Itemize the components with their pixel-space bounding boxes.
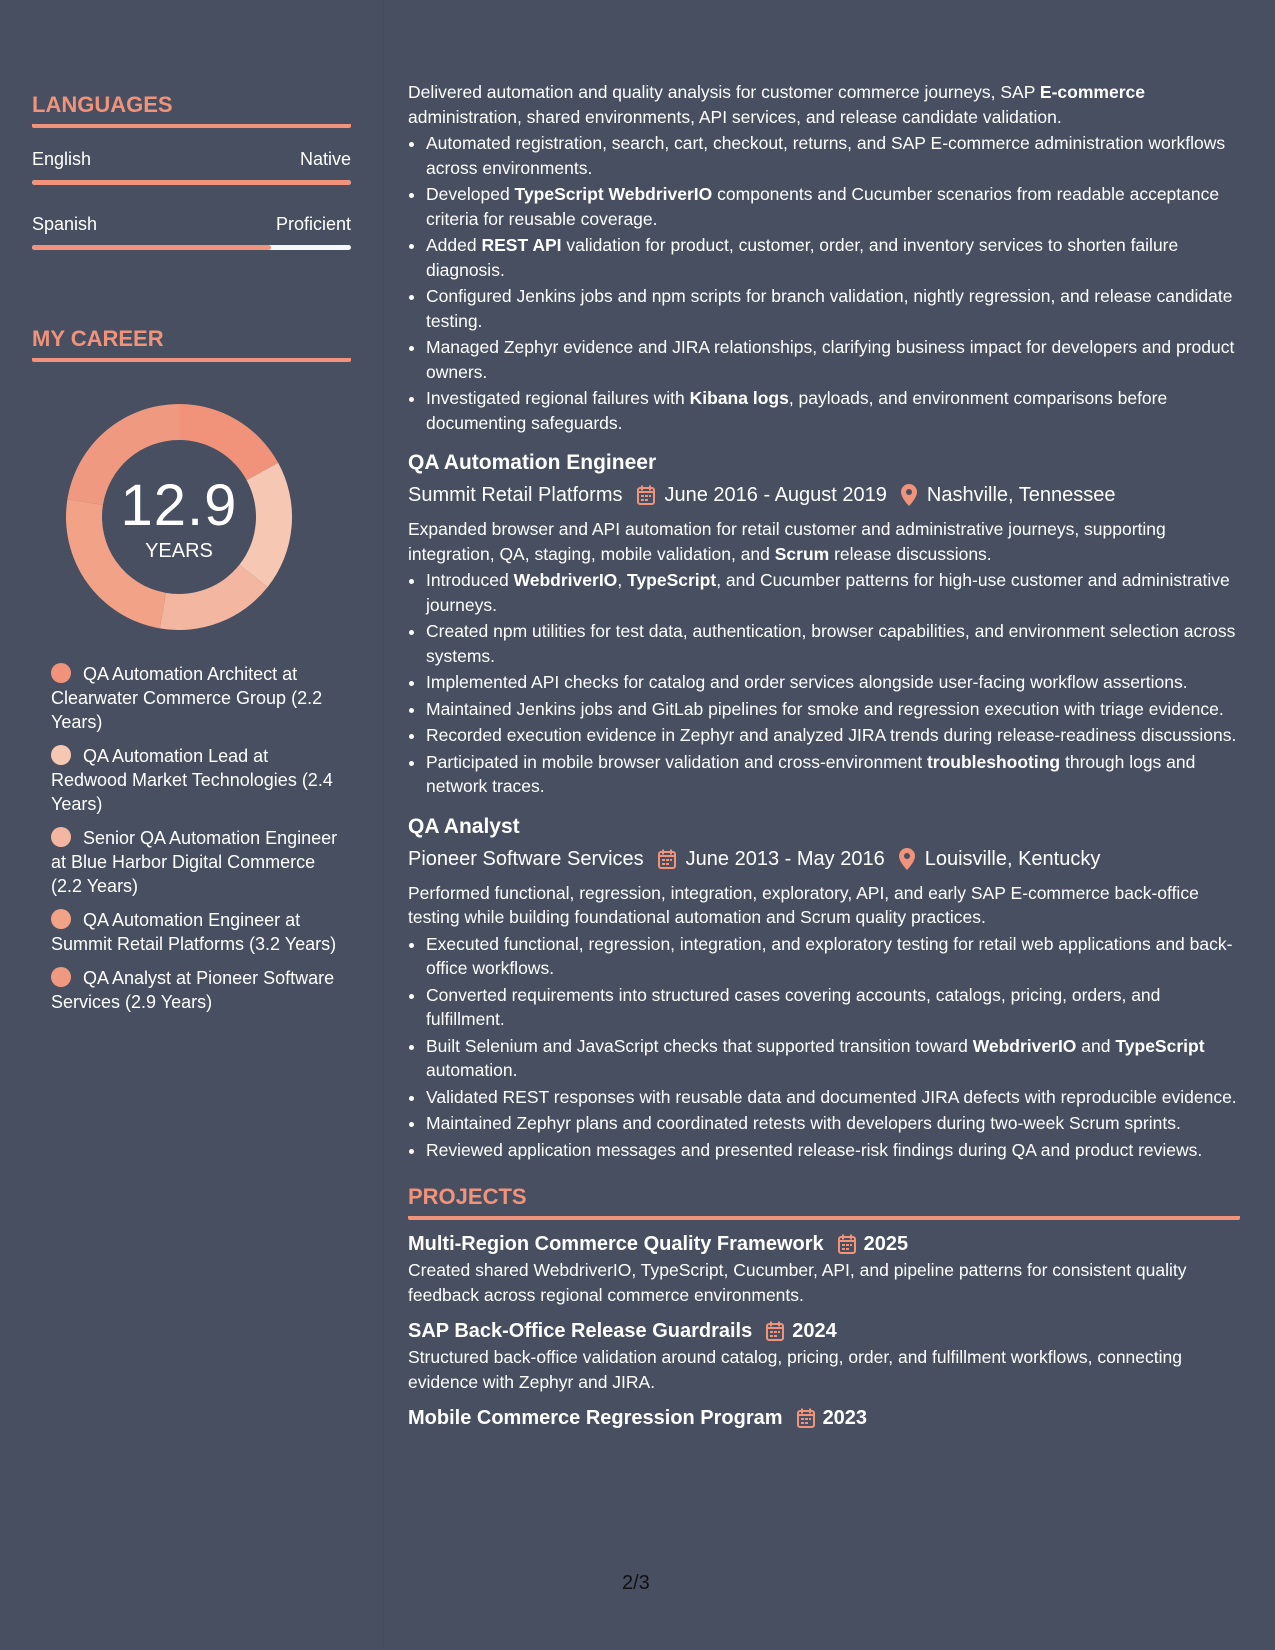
project-year: 2023 — [822, 1407, 868, 1429]
career-total-years: 12.9 — [120, 473, 238, 538]
career-title: MY CAREER — [32, 326, 351, 362]
legend-text: QA Automation Engineer at Summit Retail Platforms (3.2 Years) — [51, 910, 337, 954]
language-level-bar — [32, 245, 351, 250]
job-meta — [408, 845, 1240, 873]
projects-title: PROJECTS — [408, 1184, 1240, 1220]
job-bullet: • Created npm utilities for test data, authentication, browser capabilities, and environment selection across systems. — [426, 619, 1240, 668]
job-bullet: • Developed TypeScript WebdriverIO components and Cucumber scenarios from readable acceptance criteria for reusable coverage. — [426, 182, 1240, 231]
job-bullet: • Recorded execution evidence in Zephyr and analyzed JIRA trends during release-readiness discussions. — [426, 723, 1240, 748]
job-bullet: • Managed Zephyr evidence and JIRA relationships, clarifying business impact for developers and product owners. — [426, 335, 1240, 384]
job-bullet: • Maintained Zephyr plans and coordinated retests with developers during two-week Scrum sprints. — [426, 1111, 1240, 1136]
company-name: Pioneer Software Services — [408, 847, 644, 870]
project-name: SAP Back-Office Release Guardrails — [408, 1320, 753, 1342]
map-pin-icon — [901, 484, 917, 506]
job-entry — [408, 449, 1240, 799]
language-name: Spanish — [32, 214, 98, 234]
project-item — [408, 1230, 1240, 1307]
legend-text: QA Automation Lead at Redwood Market Technologies (2.4 Years) — [51, 746, 333, 814]
job-bullets — [408, 131, 1240, 435]
legend-dot — [51, 745, 71, 765]
calendar-icon — [766, 1321, 784, 1341]
career-legend-item — [51, 826, 341, 898]
job-bullet: • Configured Jenkins jobs and npm scripts for branch validation, nightly regression, and release candidate testing. — [426, 284, 1240, 333]
legend-text: QA Automation Architect at Clearwater Commerce Group (2.2 Years) — [51, 664, 323, 732]
legend-text: Senior QA Automation Engineer at Blue Harbor Digital Commerce (2.2 Years) — [51, 828, 338, 896]
language-name: English — [32, 149, 92, 169]
career-section — [32, 326, 351, 1014]
career-legend-item — [51, 908, 341, 956]
legend-text: QA Analyst at Pioneer Software Services (2.9 Years) — [51, 968, 335, 1012]
sidebar — [32, 92, 351, 1024]
column-divider — [383, 0, 384, 1650]
map-pin-icon — [899, 848, 915, 870]
project-name: Mobile Commerce Regression Program — [408, 1407, 783, 1429]
job-entry — [408, 80, 1240, 435]
job-bullet: • Executed functional, regression, integration, and exploratory testing for retail web applications and back-office workflows. — [426, 932, 1240, 981]
language-level: Proficient — [275, 214, 351, 234]
job-bullet: • Converted requirements into structured cases covering accounts, catalogs, pricing, orders, and fulfillment. — [426, 983, 1240, 1032]
language-item-english — [32, 148, 351, 185]
job-dates: June 2016 - August 2019 — [664, 484, 887, 506]
legend-dot — [51, 909, 71, 929]
job-bullet: • Implemented API checks for catalog and order services alongside user-facing workflow assertions. — [426, 670, 1240, 695]
career-legend — [51, 662, 341, 1014]
career-donut-chart — [66, 404, 292, 630]
company-name: Summit Retail Platforms — [408, 484, 623, 506]
job-bullet: • Reviewed application messages and presented release-risk findings during QA and product reviews. — [426, 1138, 1240, 1163]
project-description: Structured back-office validation around catalog, pricing, order, and fulfillment workflows, connecting evidence with Zephyr and JIRA. — [408, 1347, 1182, 1392]
calendar-icon — [797, 1408, 815, 1428]
project-item — [408, 1317, 1240, 1394]
job-bullet: • Maintained Jenkins jobs and GitLab pipelines for smoke and regression execution with triage evidence. — [426, 697, 1240, 722]
job-bullet: • Built Selenium and JavaScript checks that supported transition toward WebdriverIO and TypeScript automation. — [426, 1034, 1240, 1083]
calendar-icon — [838, 1234, 856, 1254]
language-item-spanish — [32, 213, 351, 250]
job-bullet: • Introduced WebdriverIO, TypeScript, and Cucumber patterns for high-use customer and administrative journeys. — [426, 568, 1240, 617]
language-level: Native — [299, 149, 351, 169]
job-bullet: • Participated in mobile browser validation and cross-environment troubleshooting through logs and network traces. — [426, 750, 1240, 799]
project-year: 2025 — [863, 1233, 909, 1255]
project-year: 2024 — [792, 1320, 837, 1342]
job-entry — [408, 813, 1240, 1163]
job-bullet: • Automated registration, search, cart, checkout, returns, and SAP E-commerce administration workflows across environments. — [426, 131, 1240, 180]
calendar-icon — [658, 849, 676, 869]
legend-dot — [51, 663, 71, 683]
languages-title: LANGUAGES — [32, 92, 351, 128]
job-bullet: • Added REST API validation for product, customer, order, and inventory services to shorten failure diagnosis. — [426, 233, 1240, 282]
language-level-bar — [32, 180, 351, 185]
project-name: Multi-Region Commerce Quality Framework — [408, 1233, 824, 1255]
job-title: QA Automation Engineer — [408, 451, 657, 474]
job-title: QA Analyst — [408, 814, 520, 838]
job-meta — [408, 481, 1240, 509]
career-legend-item — [51, 966, 341, 1014]
projects-section — [408, 1184, 1240, 1432]
job-bullets — [408, 568, 1240, 799]
job-summary: Performed functional, regression, integration, exploratory, API, and early SAP E-commerce back-office testing while building foundational automation and Scrum quality practices. — [408, 882, 1199, 927]
languages-section — [32, 92, 351, 250]
main-content — [408, 80, 1240, 1432]
legend-dot — [51, 967, 71, 987]
job-bullet: • Investigated regional failures with Kibana logs, payloads, and environment comparisons before documenting safeguards. — [426, 386, 1240, 435]
project-description: Created shared WebdriverIO, TypeScript, Cucumber, API, and pipeline patterns for consistent quality feedback across regional commerce environments. — [408, 1260, 1187, 1305]
job-dates: June 2013 - May 2016 — [685, 847, 885, 870]
job-location: Louisville, Kentucky — [924, 847, 1101, 870]
job-bullets — [408, 932, 1240, 1163]
calendar-icon — [637, 485, 655, 505]
page-number: 2/3 — [622, 1572, 650, 1594]
job-summary: Delivered automation and quality analysis for customer commerce journeys, SAP E-commerce administration, shared environments, API services, and release candidate validation. — [408, 82, 1145, 127]
career-total-unit: YEARS — [145, 540, 213, 562]
job-bullet: • Validated REST responses with reusable data and documented JIRA defects with reproducible evidence. — [426, 1085, 1240, 1110]
job-summary: Expanded browser and API automation for retail customer and administrative journeys, supporting integration, QA, staging, mobile validation, and Scrum release discussions. — [408, 519, 1166, 564]
career-legend-item — [51, 662, 341, 734]
job-location: Nashville, Tennessee — [926, 484, 1116, 506]
legend-dot — [51, 827, 71, 847]
project-item — [408, 1404, 1240, 1432]
career-legend-item — [51, 744, 341, 816]
